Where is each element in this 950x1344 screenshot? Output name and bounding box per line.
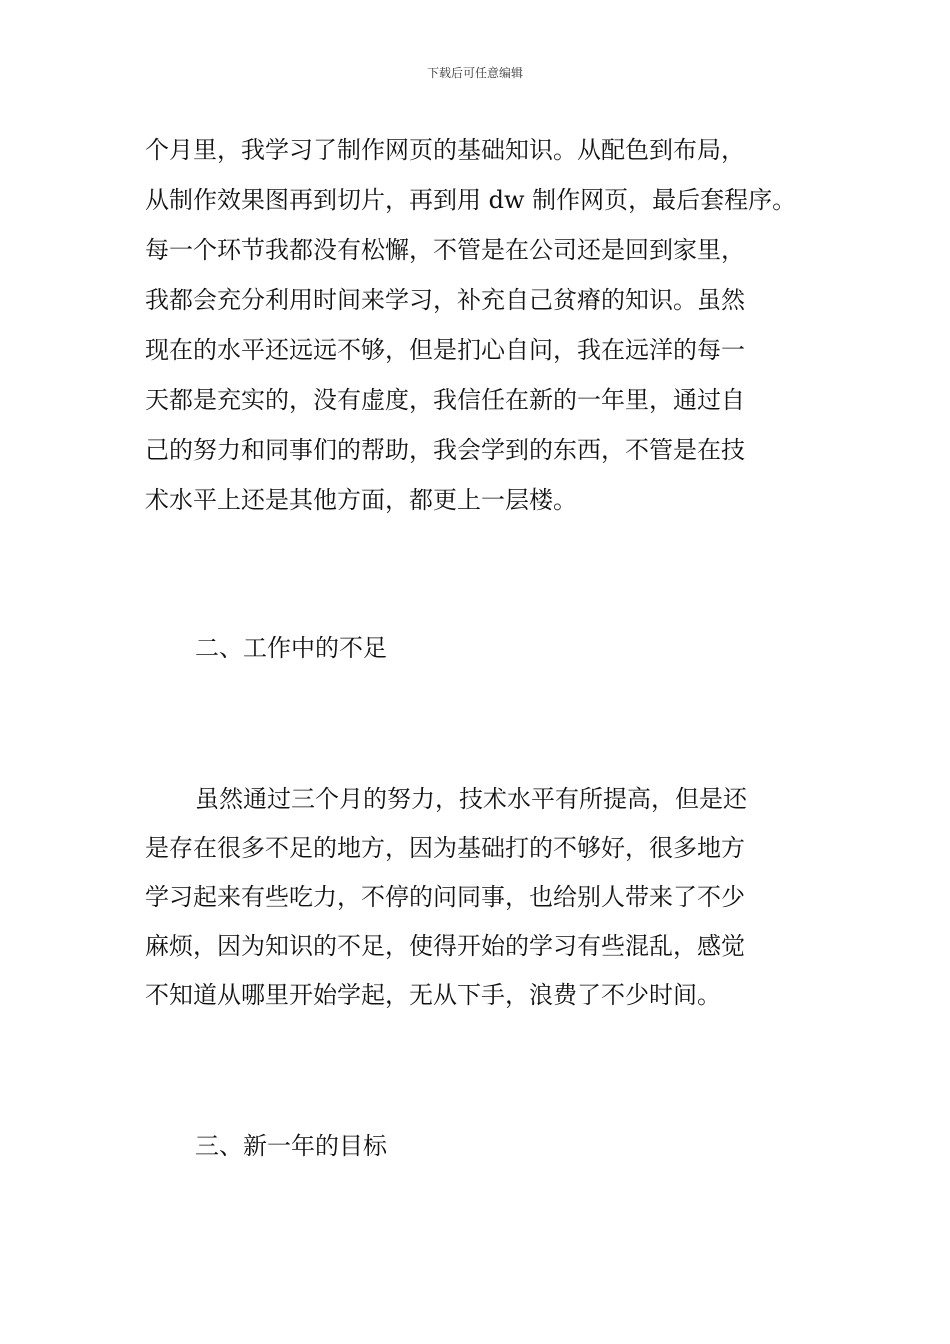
- section-heading-shortcomings: 二、工作中的不足: [195, 634, 387, 662]
- paragraph-line: 不知道从哪里开始学起，无从下手，浪费了不少时间。: [145, 981, 721, 1009]
- paragraph-line: 现在的水平还远远不够，但是扪心自问，我在远洋的每一: [145, 336, 745, 364]
- paragraph-line: 学习起来有些吃力，不停的问同事，也给别人带来了不少: [145, 883, 745, 911]
- paragraph-line: 天都是充实的，没有虚度，我信任在新的一年里，通过自: [145, 386, 745, 414]
- page-header-note: 下载后可任意编辑: [426, 66, 523, 80]
- paragraph-line: 个月里，我学习了制作网页的基础知识。从配色到布局，: [145, 136, 745, 164]
- paragraph-line: 虽然通过三个月的努力，技术水平有所提高，但是还: [195, 785, 747, 813]
- paragraph-line: 己的努力和同事们的帮助，我会学到的东西，不管是在技: [145, 436, 745, 464]
- section-heading-goals: 三、新一年的目标: [195, 1132, 387, 1160]
- paragraph-line: 是存在很多不足的地方，因为基础打的不够好，很多地方: [145, 834, 745, 862]
- paragraph-line: 每一个环节我都没有松懈，不管是在公司还是回到家里，: [145, 236, 745, 264]
- paragraph-line: 从制作效果图再到切片，再到用 dw 制作网页，最后套程序。: [145, 186, 797, 214]
- paragraph-line: 麻烦，因为知识的不足，使得开始的学习有些混乱，感觉: [145, 932, 745, 960]
- paragraph-line: 术水平上还是其他方面，都更上一层楼。: [145, 486, 577, 514]
- paragraph-line: 我都会充分利用时间来学习，补充自己贫瘠的知识。虽然: [145, 286, 745, 314]
